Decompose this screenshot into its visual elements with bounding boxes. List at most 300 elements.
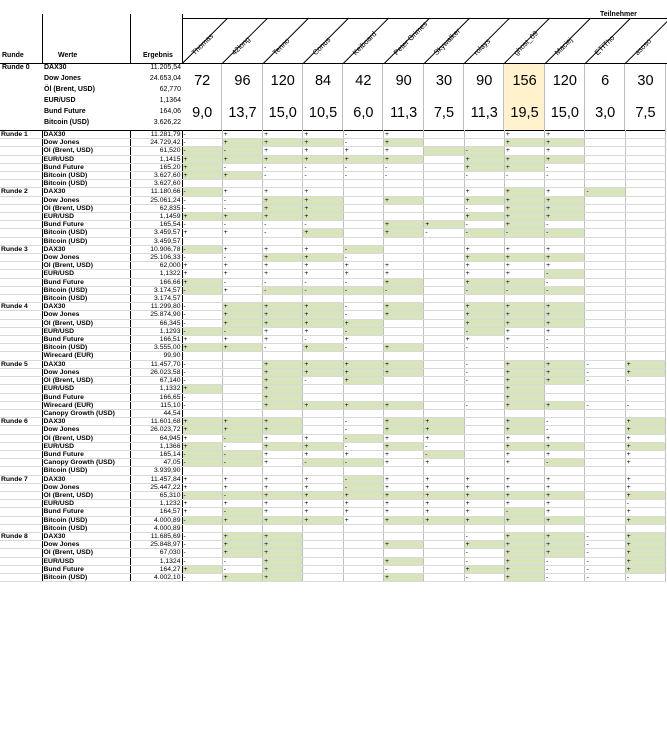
asset-name: Bitcoin (USD) bbox=[42, 180, 130, 188]
round-label-cell bbox=[0, 213, 42, 221]
tip-cell: - bbox=[263, 172, 303, 180]
round-label-cell bbox=[0, 393, 42, 401]
tip-cell: + bbox=[343, 401, 383, 409]
tip-cell bbox=[625, 163, 665, 171]
tip-cell: - bbox=[504, 344, 544, 352]
tip-cell bbox=[625, 139, 665, 147]
tip-cell bbox=[504, 524, 544, 532]
asset-name: Dow Jones bbox=[42, 541, 130, 549]
tip-cell: - bbox=[182, 196, 222, 204]
tip-cell bbox=[424, 155, 464, 163]
tip-cell: - bbox=[545, 459, 585, 467]
tip-cell bbox=[182, 352, 222, 360]
tip-cell bbox=[464, 409, 504, 417]
round-label-cell bbox=[0, 401, 42, 409]
tip-cell: + bbox=[625, 549, 665, 557]
tip-cell: - bbox=[182, 459, 222, 467]
tip-cell: + bbox=[343, 147, 383, 155]
tip-cell: + bbox=[222, 344, 262, 352]
tip-cell: + bbox=[303, 360, 343, 368]
participant-name: 42long bbox=[229, 34, 253, 57]
table-row bbox=[0, 549, 666, 557]
tip-cell bbox=[343, 467, 383, 475]
tip-cell: - bbox=[464, 401, 504, 409]
tip-cell: + bbox=[504, 393, 544, 401]
tip-cell bbox=[424, 254, 464, 262]
average-value: 3,0 bbox=[595, 105, 616, 121]
tip-cell bbox=[222, 401, 262, 409]
tip-cell: - bbox=[303, 377, 343, 385]
tip-cell: - bbox=[182, 393, 222, 401]
asset-value: 11.457,84 bbox=[130, 475, 182, 483]
asset-value: 3.627,60 bbox=[130, 180, 182, 188]
table-row bbox=[0, 344, 666, 352]
asset-name: Dow Jones bbox=[42, 311, 130, 319]
table-row bbox=[0, 409, 666, 417]
points-value: 6 bbox=[601, 73, 610, 89]
asset-value: 11.205,54 bbox=[150, 64, 181, 71]
tip-cell: - bbox=[222, 327, 262, 335]
tip-cell: + bbox=[222, 319, 262, 327]
tip-cell: + bbox=[545, 262, 585, 270]
tip-cell bbox=[222, 393, 262, 401]
tip-cell: + bbox=[263, 532, 303, 540]
tip-cell bbox=[424, 532, 464, 540]
tip-cell: + bbox=[263, 385, 303, 393]
tip-cell: + bbox=[464, 155, 504, 163]
tip-cell: + bbox=[545, 213, 585, 221]
tip-cell bbox=[504, 295, 544, 303]
tip-cell bbox=[424, 147, 464, 155]
tip-cell: + bbox=[222, 426, 262, 434]
header-area bbox=[0, 0, 667, 64]
table-row bbox=[0, 532, 666, 540]
tip-cell: + bbox=[383, 360, 423, 368]
tip-cell: - bbox=[303, 221, 343, 229]
tip-cell bbox=[222, 377, 262, 385]
tip-cell: + bbox=[545, 434, 585, 442]
asset-value: 62,000 bbox=[130, 262, 182, 270]
tip-cell bbox=[585, 442, 625, 450]
tip-cell: + bbox=[464, 213, 504, 221]
tip-cell bbox=[625, 262, 665, 270]
tip-cell: + bbox=[504, 319, 544, 327]
tip-cell bbox=[424, 524, 464, 532]
asset-name: Bund Future bbox=[42, 336, 130, 344]
asset-value: 3.626,22 bbox=[153, 118, 181, 126]
tip-cell: + bbox=[263, 319, 303, 327]
tip-cell: + bbox=[303, 483, 343, 491]
tip-cell bbox=[263, 409, 303, 417]
tip-cell: - bbox=[464, 229, 504, 237]
tip-cell: + bbox=[303, 442, 343, 450]
tip-cell bbox=[343, 573, 383, 581]
tip-cell bbox=[464, 139, 504, 147]
tip-cell bbox=[625, 295, 665, 303]
tip-cell: + bbox=[545, 139, 585, 147]
tip-cell bbox=[585, 172, 625, 180]
asset-value: 3.459,57 bbox=[130, 237, 182, 245]
asset-value: 10.906,78 bbox=[130, 245, 182, 253]
asset-name: EUR/USD bbox=[42, 500, 130, 508]
round-label-cell bbox=[0, 155, 42, 163]
tip-cell bbox=[424, 549, 464, 557]
tip-cell: + bbox=[383, 368, 423, 376]
tip-cell: + bbox=[504, 459, 544, 467]
tip-cell bbox=[585, 500, 625, 508]
table-row bbox=[0, 131, 666, 139]
tip-cell bbox=[625, 524, 665, 532]
tip-cell: + bbox=[303, 196, 343, 204]
tip-cell: + bbox=[464, 565, 504, 573]
tip-cell bbox=[625, 336, 665, 344]
asset-name: DAX30 bbox=[42, 131, 130, 139]
tip-cell bbox=[585, 245, 625, 253]
asset-name: Bitcoin (USD) bbox=[42, 237, 130, 245]
round-label-cell bbox=[0, 278, 42, 286]
tip-cell: + bbox=[303, 344, 343, 352]
tip-cell bbox=[424, 385, 464, 393]
table-row bbox=[0, 245, 666, 253]
tip-cell: + bbox=[383, 344, 423, 352]
asset-value: 165,20 bbox=[130, 163, 182, 171]
tip-cell: + bbox=[504, 254, 544, 262]
table-row bbox=[0, 278, 666, 286]
tip-cell bbox=[424, 278, 464, 286]
asset-name: Bund Future bbox=[42, 565, 130, 573]
table-row bbox=[0, 262, 666, 270]
tip-cell: - bbox=[625, 573, 665, 581]
tip-cell bbox=[504, 352, 544, 360]
asset-name: Dow Jones bbox=[42, 483, 130, 491]
average-value: 15,0 bbox=[268, 105, 297, 121]
tip-cell: - bbox=[222, 163, 262, 171]
tip-cell bbox=[343, 549, 383, 557]
tip-cell: + bbox=[303, 245, 343, 253]
tip-cell: - bbox=[343, 475, 383, 483]
tip-cell: - bbox=[464, 172, 504, 180]
tip-cell: + bbox=[263, 557, 303, 565]
tip-cell: - bbox=[464, 377, 504, 385]
round-label-cell bbox=[0, 385, 42, 393]
tip-cell bbox=[464, 385, 504, 393]
tip-cell: + bbox=[383, 442, 423, 450]
average-value: 11,3 bbox=[390, 105, 418, 121]
tip-cell bbox=[625, 147, 665, 155]
round-label-cell bbox=[0, 344, 42, 352]
tip-cell: + bbox=[383, 401, 423, 409]
tip-cell: - bbox=[464, 573, 504, 581]
tip-cell: - bbox=[585, 573, 625, 581]
tip-cell: + bbox=[222, 131, 262, 139]
asset-name: Bitcoin (USD) bbox=[42, 467, 130, 475]
tip-cell: + bbox=[263, 401, 303, 409]
tip-cell: - bbox=[263, 344, 303, 352]
tip-cell bbox=[343, 532, 383, 540]
participant-name: ghost_69 bbox=[512, 28, 541, 57]
tip-cell: + bbox=[504, 204, 544, 212]
tip-cell bbox=[625, 270, 665, 278]
tip-cell: + bbox=[303, 188, 343, 196]
tip-cell: - bbox=[343, 442, 383, 450]
header-divider bbox=[130, 14, 131, 64]
table-row bbox=[0, 196, 666, 204]
tip-cell: + bbox=[504, 139, 544, 147]
table-row bbox=[0, 385, 666, 393]
tip-cell: + bbox=[464, 188, 504, 196]
tip-cell: + bbox=[464, 303, 504, 311]
asset-value: 3.555,00 bbox=[130, 344, 182, 352]
tip-cell: + bbox=[504, 303, 544, 311]
tip-cell bbox=[343, 213, 383, 221]
tip-cell bbox=[424, 319, 464, 327]
tip-cell: + bbox=[504, 147, 544, 155]
tip-cell: + bbox=[504, 368, 544, 376]
tip-cell bbox=[424, 262, 464, 270]
table-row bbox=[0, 524, 666, 532]
tip-cell: + bbox=[263, 270, 303, 278]
tip-cell: + bbox=[303, 311, 343, 319]
tip-cell: + bbox=[343, 377, 383, 385]
tip-cell bbox=[303, 541, 343, 549]
tip-cell: + bbox=[424, 475, 464, 483]
asset-name: Bitcoin (USD) bbox=[42, 295, 130, 303]
round-label-cell bbox=[0, 491, 42, 499]
participant-name: Conus bbox=[310, 35, 333, 57]
tip-cell: + bbox=[182, 434, 222, 442]
tip-cell: + bbox=[263, 426, 303, 434]
table-row bbox=[0, 541, 666, 549]
tip-cell: + bbox=[545, 327, 585, 335]
asset-value: 11.601,68 bbox=[130, 418, 182, 426]
asset-name: Dow Jones bbox=[42, 196, 130, 204]
tip-cell: + bbox=[383, 426, 423, 434]
tip-cell: - bbox=[182, 541, 222, 549]
tip-cell: + bbox=[464, 491, 504, 499]
asset-value: 47,05 bbox=[130, 459, 182, 467]
round-label-cell: Runde 2 bbox=[0, 188, 42, 196]
table-row bbox=[0, 426, 666, 434]
tip-cell: + bbox=[182, 500, 222, 508]
tip-cell: + bbox=[424, 483, 464, 491]
tip-cell bbox=[585, 180, 625, 188]
tip-cell bbox=[343, 196, 383, 204]
tip-cell bbox=[625, 467, 665, 475]
tip-cell bbox=[504, 467, 544, 475]
round-label-cell bbox=[0, 270, 42, 278]
tip-cell bbox=[625, 327, 665, 335]
asset-value: 1,1324 bbox=[130, 557, 182, 565]
tip-cell bbox=[303, 549, 343, 557]
asset-value: 67,030 bbox=[130, 549, 182, 557]
tip-cell: + bbox=[504, 213, 544, 221]
tip-cell bbox=[545, 409, 585, 417]
tip-cell: - bbox=[263, 278, 303, 286]
participant-name: asoso bbox=[632, 36, 654, 57]
tip-cell: - bbox=[464, 532, 504, 540]
tip-cell: + bbox=[424, 516, 464, 524]
tip-cell bbox=[625, 319, 665, 327]
tip-cell: - bbox=[222, 147, 262, 155]
tip-cell: - bbox=[263, 229, 303, 237]
tip-cell bbox=[343, 221, 383, 229]
tip-cell bbox=[545, 524, 585, 532]
tip-cell bbox=[424, 172, 464, 180]
tip-cell: - bbox=[343, 426, 383, 434]
tip-cell: + bbox=[464, 336, 504, 344]
tip-cell: + bbox=[182, 262, 222, 270]
tip-cell: + bbox=[383, 573, 423, 581]
asset-name: Öl (Brent, USD) bbox=[42, 204, 130, 212]
tip-cell bbox=[464, 393, 504, 401]
tip-cell: - bbox=[464, 147, 504, 155]
tip-cell bbox=[625, 155, 665, 163]
table-row bbox=[0, 180, 666, 188]
tip-cell: - bbox=[182, 401, 222, 409]
participant-name: Peter Grimes bbox=[391, 19, 429, 57]
tip-cell: + bbox=[504, 475, 544, 483]
tip-cell: + bbox=[383, 434, 423, 442]
tip-cell bbox=[625, 311, 665, 319]
tip-cell bbox=[303, 180, 343, 188]
tip-cell: + bbox=[263, 311, 303, 319]
tip-cell: + bbox=[303, 155, 343, 163]
asset-name: Bitcoin (USD) bbox=[42, 344, 130, 352]
tip-cell: + bbox=[424, 491, 464, 499]
tip-cell: + bbox=[504, 327, 544, 335]
round-label-cell bbox=[0, 500, 42, 508]
tip-cell: - bbox=[343, 434, 383, 442]
tip-cell: - bbox=[585, 549, 625, 557]
round-0-block bbox=[0, 64, 667, 130]
tip-cell: + bbox=[222, 475, 262, 483]
tip-cell: - bbox=[545, 344, 585, 352]
asset-name: Öl (Brent, USD) bbox=[42, 434, 130, 442]
tip-cell: + bbox=[182, 278, 222, 286]
table-row bbox=[0, 270, 666, 278]
table-row bbox=[0, 360, 666, 368]
asset-name: Bund Future bbox=[42, 221, 130, 229]
points-value: 120 bbox=[552, 73, 577, 89]
tip-cell: - bbox=[303, 278, 343, 286]
tip-cell: + bbox=[303, 450, 343, 458]
average-value: 15,0 bbox=[550, 105, 579, 121]
table-row bbox=[0, 516, 666, 524]
tip-cell bbox=[383, 295, 423, 303]
tip-cell: - bbox=[545, 172, 585, 180]
tip-cell: + bbox=[625, 459, 665, 467]
asset-value: 11.457,70 bbox=[130, 360, 182, 368]
tip-cell bbox=[504, 180, 544, 188]
average-value: 6,0 bbox=[353, 105, 374, 121]
table-row bbox=[0, 491, 666, 499]
tip-cell: + bbox=[263, 254, 303, 262]
tip-cell: - bbox=[383, 163, 423, 171]
tip-cell: + bbox=[222, 213, 262, 221]
tip-cell: - bbox=[585, 188, 625, 196]
tip-cell bbox=[343, 541, 383, 549]
round-label-cell bbox=[0, 237, 42, 245]
tip-cell: + bbox=[303, 270, 343, 278]
tip-cell bbox=[585, 286, 625, 294]
tip-cell: - bbox=[504, 286, 544, 294]
tip-cell: + bbox=[303, 327, 343, 335]
round-label-cell bbox=[0, 163, 42, 171]
round-label-cell bbox=[0, 352, 42, 360]
asset-value: 1,1332 bbox=[130, 385, 182, 393]
tip-cell: + bbox=[504, 155, 544, 163]
tip-cell: - bbox=[182, 450, 222, 458]
tip-cell bbox=[545, 180, 585, 188]
round-label-cell bbox=[0, 147, 42, 155]
tip-cell bbox=[303, 418, 343, 426]
table-row bbox=[0, 467, 666, 475]
tip-cell: + bbox=[182, 483, 222, 491]
tip-cell: - bbox=[182, 245, 222, 253]
table-row bbox=[0, 172, 666, 180]
points-value: 84 bbox=[314, 73, 332, 89]
asset-name: Bund Future bbox=[42, 393, 130, 401]
round-label-cell bbox=[0, 180, 42, 188]
tip-cell bbox=[222, 352, 262, 360]
tip-cell bbox=[222, 360, 262, 368]
tip-cell: - bbox=[343, 278, 383, 286]
asset-value: 1,1364 bbox=[159, 96, 181, 104]
tip-cell: + bbox=[545, 254, 585, 262]
tip-cell: - bbox=[585, 557, 625, 565]
tip-cell: + bbox=[343, 155, 383, 163]
tip-cell: + bbox=[263, 475, 303, 483]
tip-cell: + bbox=[263, 491, 303, 499]
tip-cell: + bbox=[504, 549, 544, 557]
table-row bbox=[0, 508, 666, 516]
tip-cell: - bbox=[222, 459, 262, 467]
tip-cell bbox=[303, 237, 343, 245]
round-label-cell bbox=[0, 254, 42, 262]
asset-name: Canopy Growth (USD) bbox=[42, 409, 130, 417]
table-row bbox=[0, 442, 666, 450]
tip-cell: + bbox=[182, 172, 222, 180]
asset-value: 4.000,89 bbox=[130, 516, 182, 524]
table-row bbox=[0, 418, 666, 426]
header-rule bbox=[182, 18, 667, 19]
round-label-cell bbox=[0, 516, 42, 524]
table-row bbox=[0, 557, 666, 565]
tip-cell bbox=[303, 426, 343, 434]
tip-cell bbox=[424, 286, 464, 294]
round-label-cell bbox=[0, 483, 42, 491]
tip-cell bbox=[585, 393, 625, 401]
round-label-cell bbox=[0, 467, 42, 475]
tip-cell: + bbox=[222, 155, 262, 163]
tip-cell: - bbox=[464, 368, 504, 376]
tip-cell: + bbox=[625, 532, 665, 540]
tip-cell: - bbox=[585, 368, 625, 376]
tip-cell: - bbox=[182, 368, 222, 376]
asset-value: 62,835 bbox=[130, 204, 182, 212]
tip-cell: + bbox=[383, 262, 423, 270]
tip-cell: + bbox=[303, 139, 343, 147]
table-row bbox=[0, 139, 666, 147]
tip-cell bbox=[625, 196, 665, 204]
tip-cell: + bbox=[625, 434, 665, 442]
tip-cell: + bbox=[545, 450, 585, 458]
tip-cell: + bbox=[222, 483, 262, 491]
tip-cell bbox=[383, 524, 423, 532]
asset-name: DAX30 bbox=[42, 188, 130, 196]
asset-value: 3.939,90 bbox=[130, 467, 182, 475]
tip-cell bbox=[585, 336, 625, 344]
